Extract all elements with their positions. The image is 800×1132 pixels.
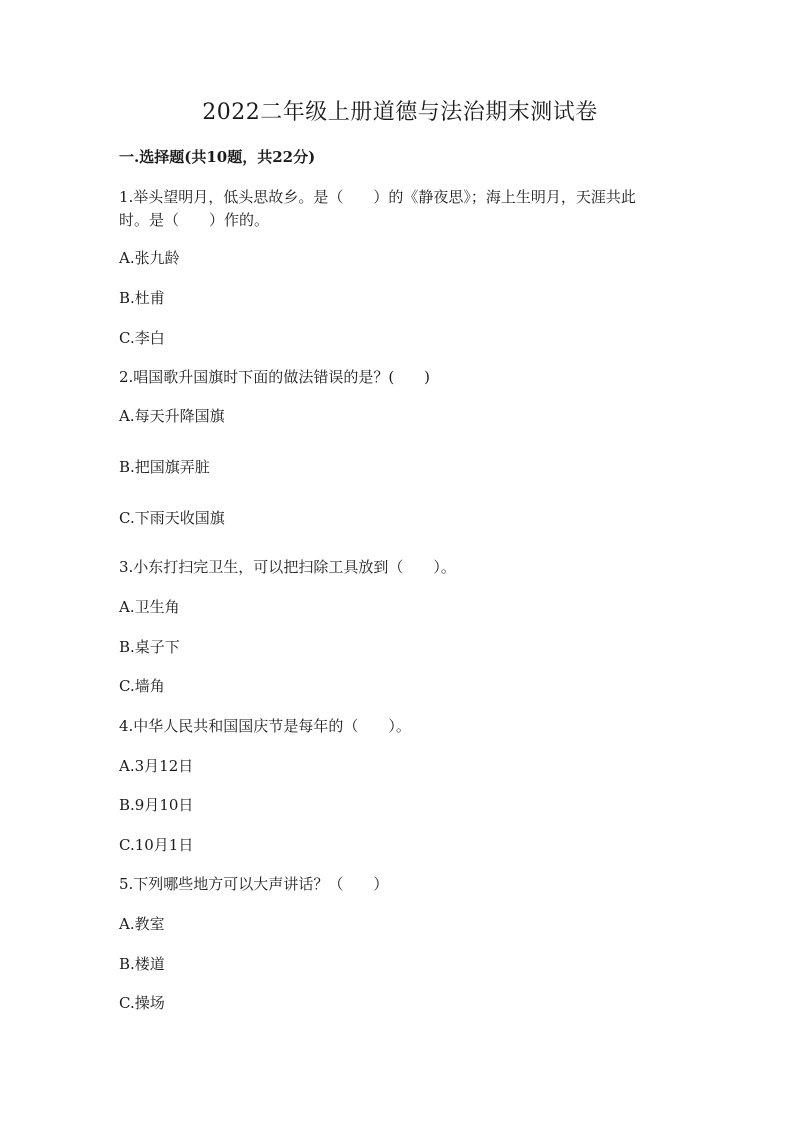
question-1-stem-line-1: 1.举头望明月，低头思故乡。是（ ）的《静夜思》；海上生明月，天涯共此 (119, 188, 636, 206)
question-4-option-b: B.9月10日 (119, 796, 194, 814)
question-2-option-c: C.下雨天收国旗 (119, 509, 225, 527)
question-1-option-c: C.李白 (119, 329, 165, 347)
question-1-option-b: B.杜甫 (119, 289, 165, 307)
question-2-option-a: A.每天升降国旗 (119, 407, 225, 425)
question-5-option-a: A.教室 (119, 915, 165, 933)
question-5-option-c: C.操场 (119, 994, 165, 1012)
question-4-option-c: C.10月1日 (119, 836, 194, 854)
question-4-stem: 4.中华人民共和国国庆节是每年的（ ）。 (119, 717, 411, 735)
question-3-option-b: B.桌子下 (119, 638, 180, 656)
page-title: 2022二年级上册道德与法治期末测试卷 (202, 100, 598, 125)
question-3-option-a: A.卫生角 (119, 598, 180, 616)
question-3-option-c: C.墙角 (119, 677, 165, 695)
question-4-option-a: A.3月12日 (119, 757, 194, 775)
question-3-stem: 3.小东打扫完卫生，可以把扫除工具放到（ ）。 (119, 558, 456, 576)
question-2-stem: 2.唱国歌升国旗时下面的做法错误的是？( ) (119, 368, 431, 386)
question-1-stem-line-2: 时。是（ ）作的。 (119, 211, 270, 229)
question-5-option-b: B.楼道 (119, 955, 165, 973)
question-5-stem: 5.下列哪些地方可以大声讲话？（ ） (119, 875, 389, 893)
question-1-option-a: A.张九龄 (119, 249, 180, 267)
section-heading: 一.选择题(共10题，共22分) (119, 148, 316, 166)
question-2-option-b: B.把国旗弄脏 (119, 458, 210, 476)
